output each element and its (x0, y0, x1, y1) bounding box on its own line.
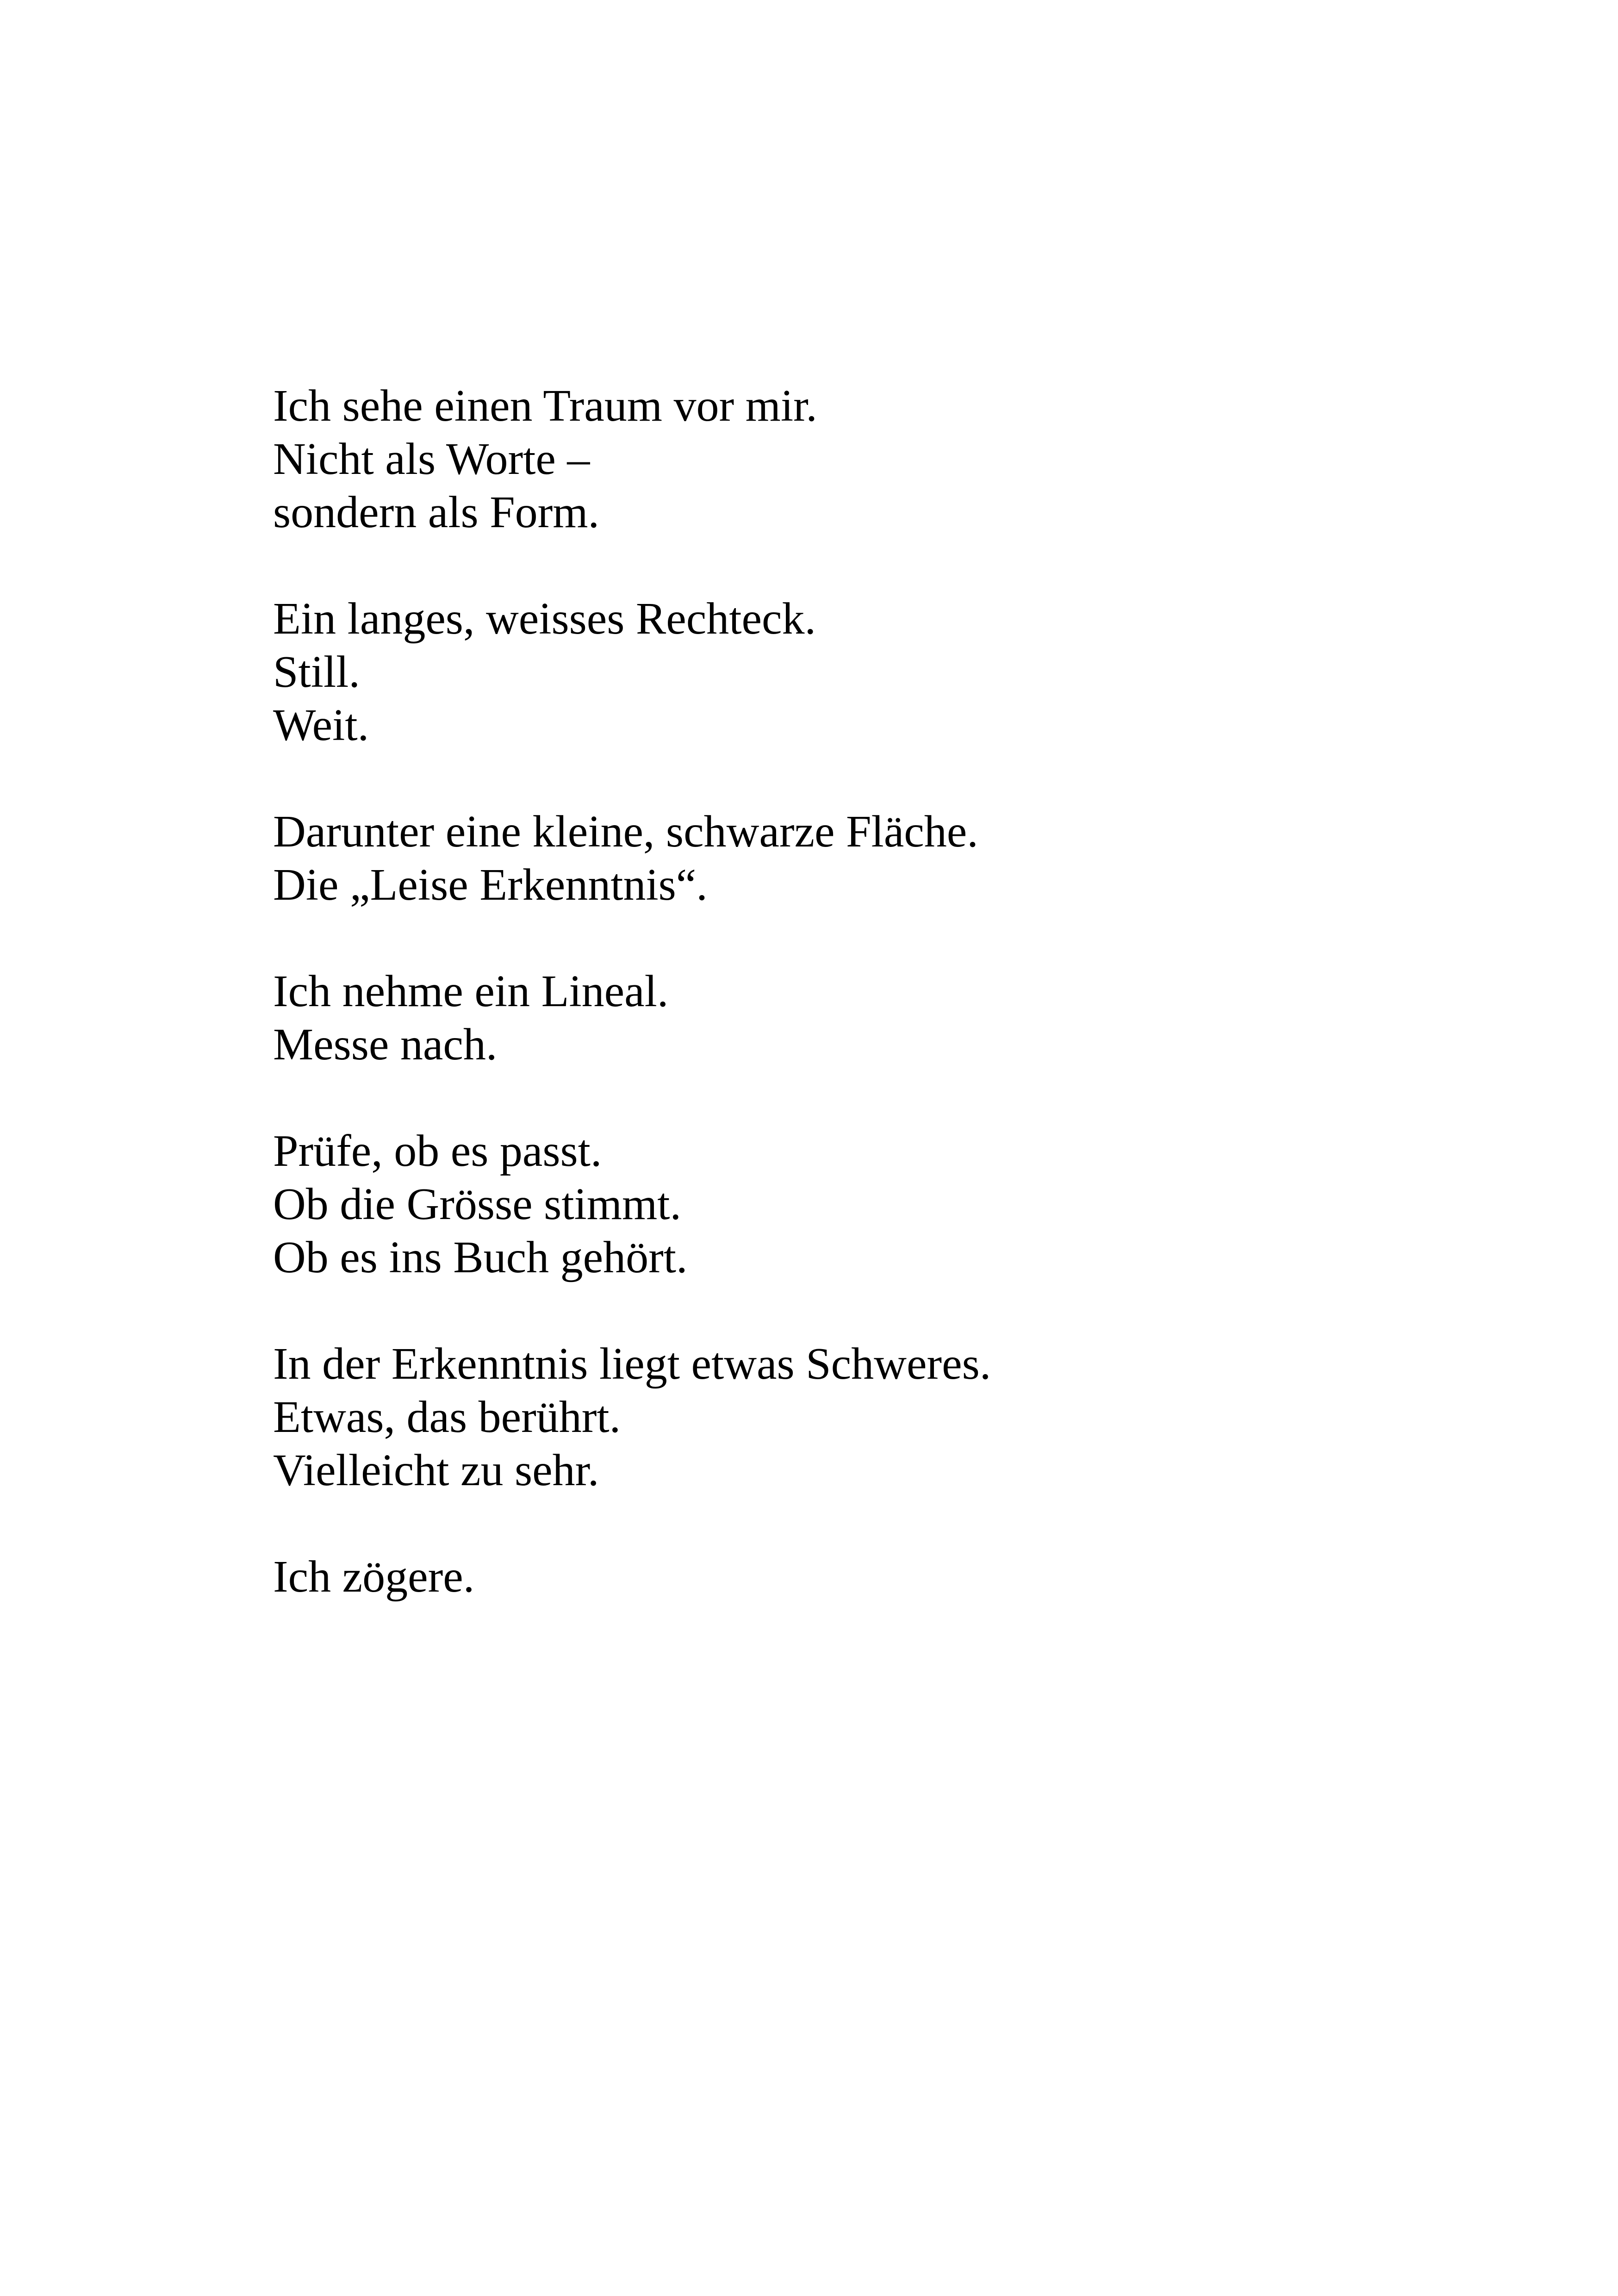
stanza-1 (273, 380, 1476, 539)
poem-line: Ob die Grösse stimmt. (273, 1179, 681, 1229)
poem-line: Messe nach. (273, 1020, 498, 1070)
poem-line: In der Erkenntnis liegt etwas Schweres. (273, 1339, 991, 1389)
stanza-3 (273, 805, 1476, 912)
poem-line: Ein langes, weisses Rechteck. (273, 594, 816, 644)
stanza-7 (273, 1550, 1476, 1604)
poem-line: Still. (273, 647, 360, 697)
poem-line: Vielleicht zu sehr. (273, 1445, 599, 1495)
poem-line: Ich zögere. (273, 1552, 475, 1602)
stanza-6 (273, 1338, 1476, 1497)
stanza-4 (273, 965, 1476, 1071)
poem (273, 380, 1476, 1604)
poem-line: Darunter eine kleine, schwarze Fläche. (273, 807, 978, 857)
poem-line: Weit. (273, 700, 369, 750)
poem-line: Nicht als Worte – (273, 434, 590, 484)
poem-line: Ich nehme ein Lineal. (273, 966, 669, 1016)
poem-line: sondern als Form. (273, 487, 599, 537)
poem-line: Etwas, das berührt. (273, 1392, 621, 1442)
stanza-5 (273, 1125, 1476, 1284)
poem-line: Die „Leise Erkenntnis“. (273, 860, 708, 910)
poem-line: Prüfe, ob es passt. (273, 1126, 602, 1176)
poem-line: Ob es ins Buch gehört. (273, 1232, 688, 1282)
stanza-2 (273, 592, 1476, 752)
poem-line: Ich sehe einen Traum vor mir. (273, 381, 817, 431)
